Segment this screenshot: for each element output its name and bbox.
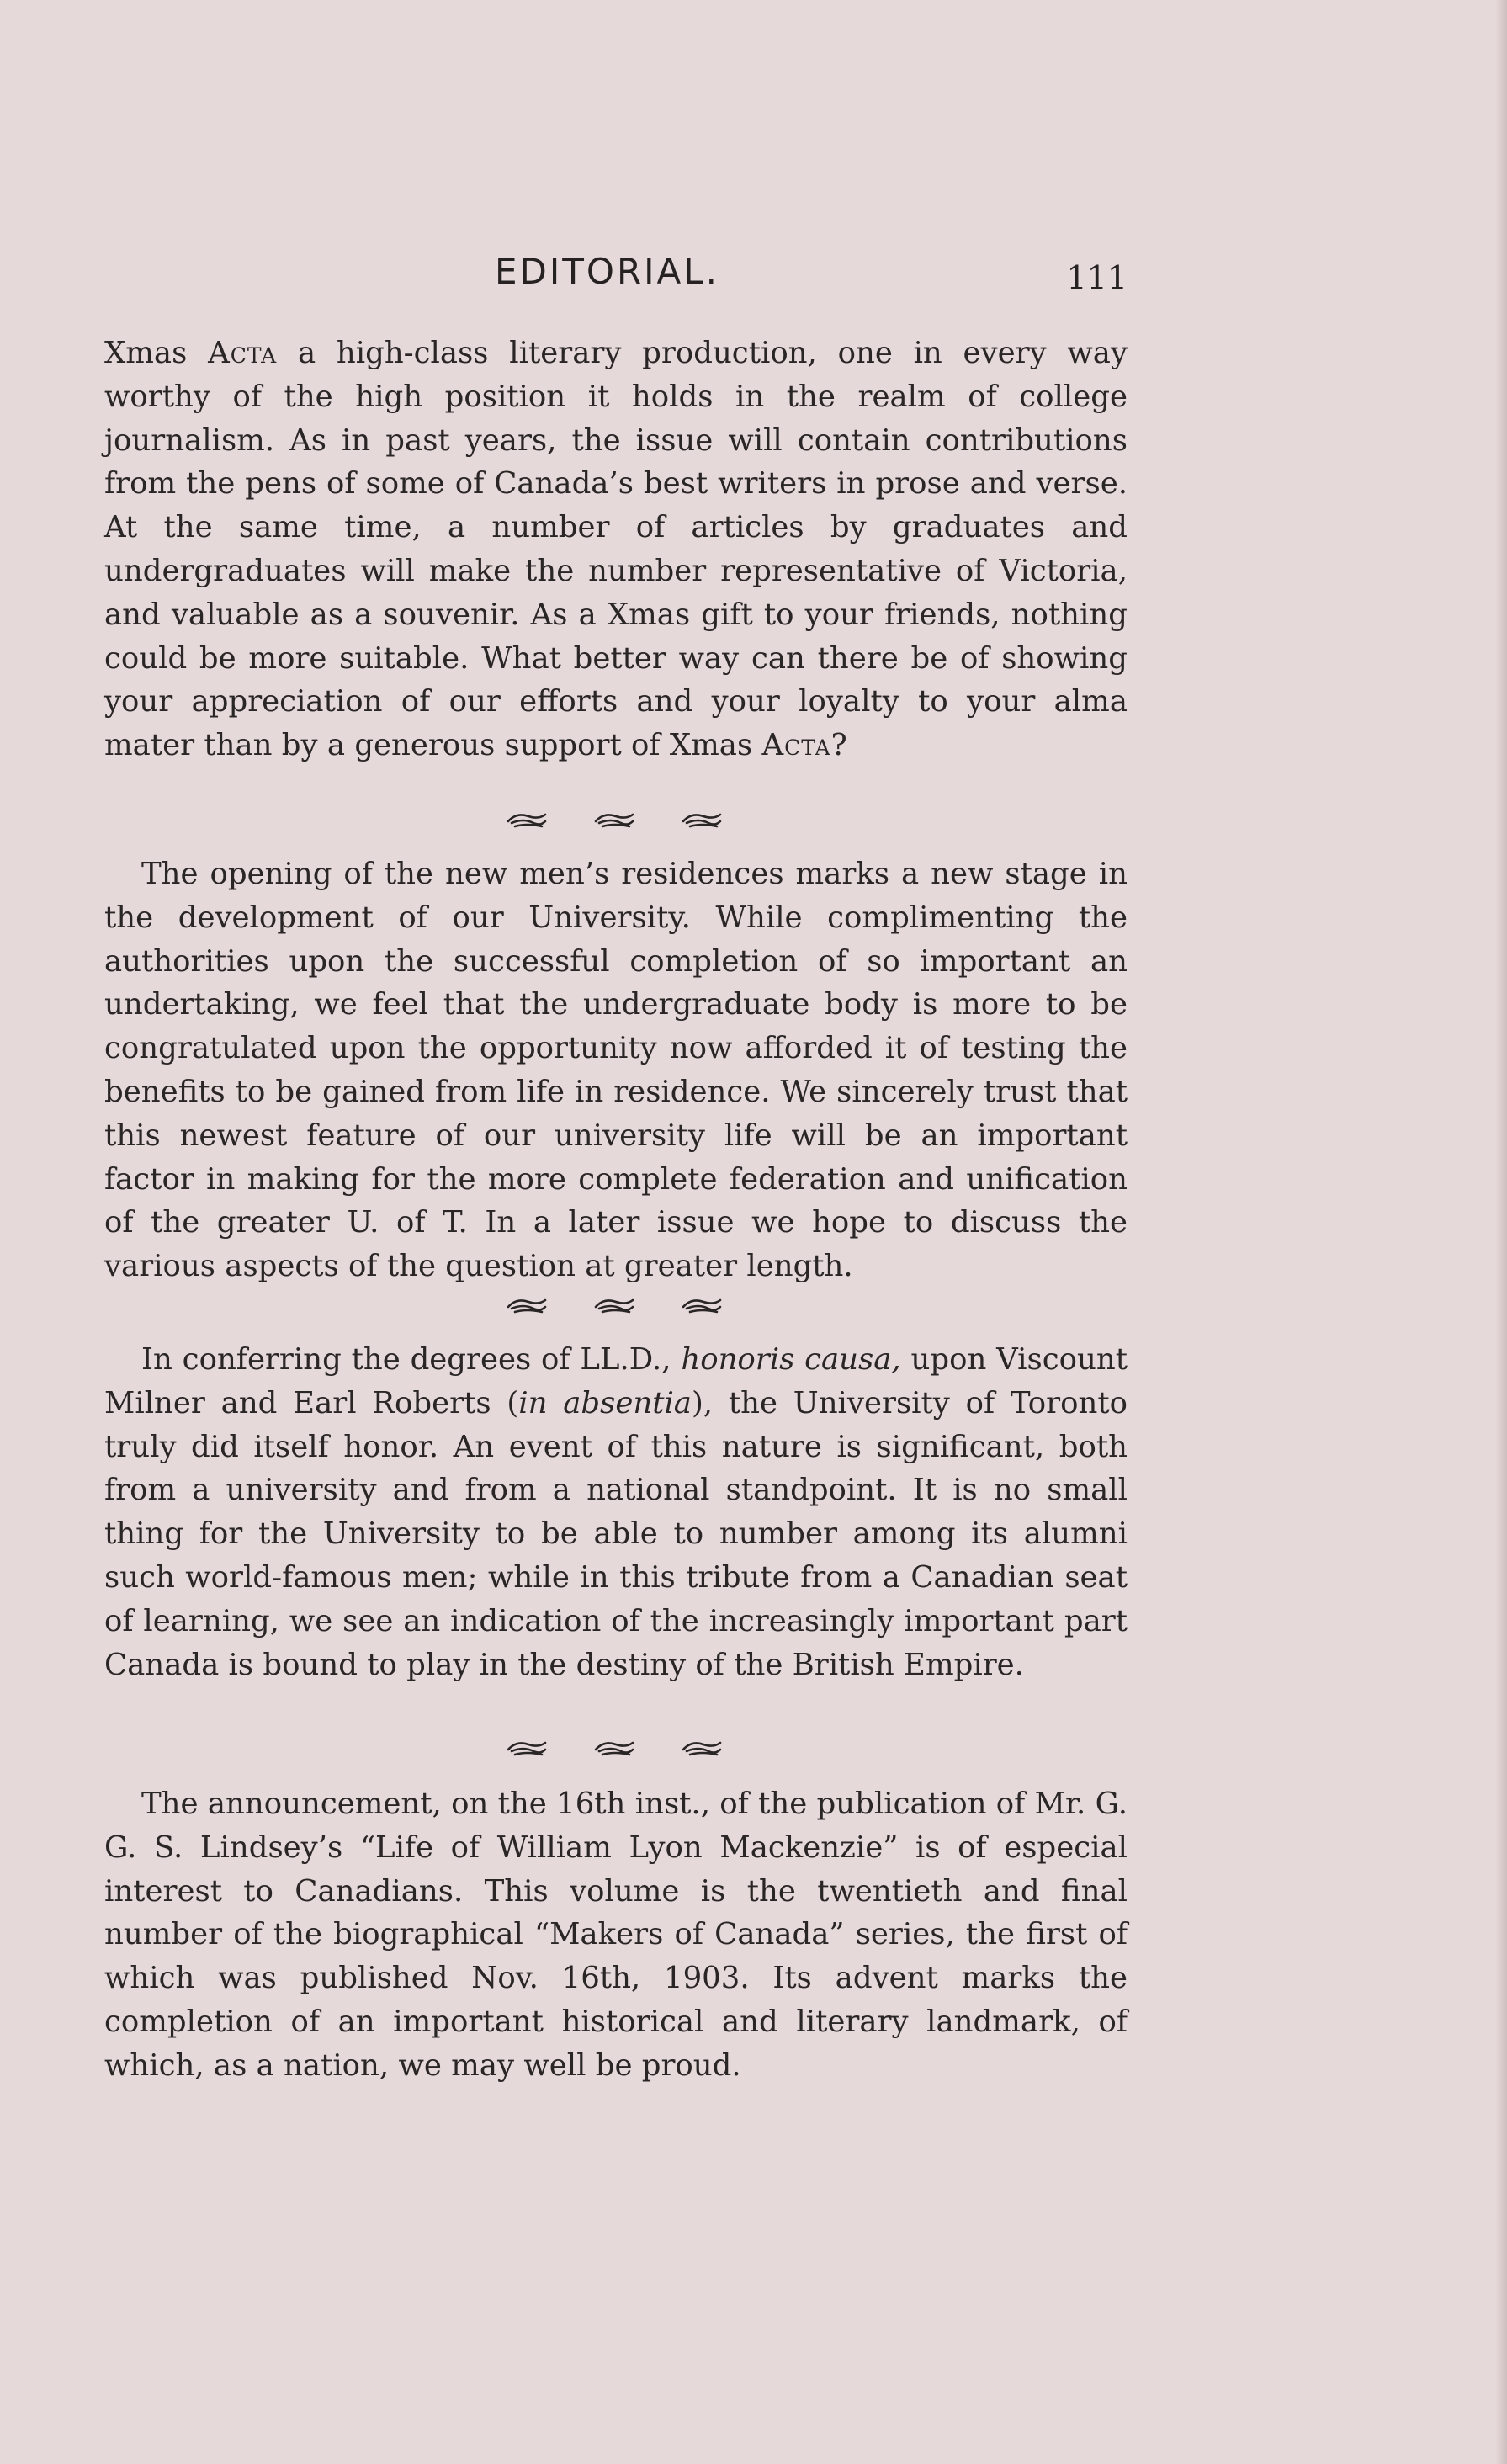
section-title: EDITORIAL. bbox=[495, 251, 720, 292]
page-edge-shadow bbox=[1495, 0, 1507, 2464]
flourish-icon bbox=[592, 1294, 636, 1316]
acta-title: Acta bbox=[208, 336, 278, 370]
editorial-paragraph-acta bbox=[104, 332, 1128, 767]
editorial-paragraph-residences bbox=[104, 852, 1128, 1288]
flourish-icon bbox=[505, 1737, 549, 1759]
paragraph-text: In conferring the degrees of LL.D., honoris causa, upon Viscount Milner and Earl Roberts (in absentia), the University of Toronto truly did itself honor. An event of this nature is significant, both from a university and from a national standpoint. It is no small thing for the University to be able to number among its alumni such world-famous men; while in this tribute from a Canadian seat of learning, we see an indication of the increasingly important part Canada is bound to play in the destiny of the British Empire. bbox=[104, 1342, 1128, 1682]
flourish-icon bbox=[505, 1294, 549, 1316]
paragraph-text: The announcement, on the 16th inst., of the publication of Mr. G. G. S. Lindsey’s “Life of William Lyon Mackenzie” is of especial interest to Canadians. This volume is the twentieth and final number of the biographical “Makers of Canada” series, the first of which was published Nov. 16th, 1903. Its advent marks the completion of an important historical and literary landmark, of which, as a nation, we may well be proud. bbox=[104, 1787, 1128, 2083]
paragraph-text: The opening of the new men’s residences marks a new stage in the development of our University. While complimenting the authorities upon the successful completion of so important an undertaking, we feel that the undergraduate body is more to be congratulated upon the opportunity now afforded it of testing the benefits to be gained from life in residence. We sincerely trust that this newest feature of our university life will be an important factor in making for the more complete federation and unification of the greater U. of T. In a later issue we hope to discuss the various aspects of the question at greater length. bbox=[104, 857, 1128, 1284]
section-divider-ornament bbox=[505, 809, 724, 834]
section-divider-ornament bbox=[505, 1294, 724, 1320]
flourish-icon bbox=[680, 1737, 724, 1759]
page-number: 111 bbox=[1066, 259, 1128, 296]
acta-title: Acta bbox=[761, 728, 831, 763]
editorial-paragraph-announcement bbox=[104, 1782, 1128, 2088]
latin-phrase: in absentia bbox=[518, 1385, 692, 1421]
flourish-icon bbox=[680, 1294, 724, 1316]
flourish-icon bbox=[592, 809, 636, 831]
flourish-icon bbox=[505, 809, 549, 831]
flourish-icon bbox=[680, 809, 724, 831]
editorial-paragraph-degrees bbox=[104, 1338, 1128, 1686]
paragraph-text: Xmas Acta a high-class literary production, one in every way worthy of the high position it holds in the realm of college journalism. As in past years, the issue will contain contributions from the pens of some of Canada’s best writers in prose and verse. At the same time, a number of articles by graduates and undergraduates will make the number representative of Victoria, and valuable as a souvenir. As a Xmas gift to your friends, nothing could be more suitable. What better way can there be of showing your appreciation of our efforts and your loyalty to your alma mater than by a generous support of Xmas Acta? bbox=[104, 336, 1128, 763]
flourish-icon bbox=[592, 1737, 636, 1759]
section-divider-ornament bbox=[505, 1737, 724, 1762]
running-header bbox=[104, 251, 1128, 301]
latin-phrase: honoris causa, bbox=[681, 1342, 901, 1377]
